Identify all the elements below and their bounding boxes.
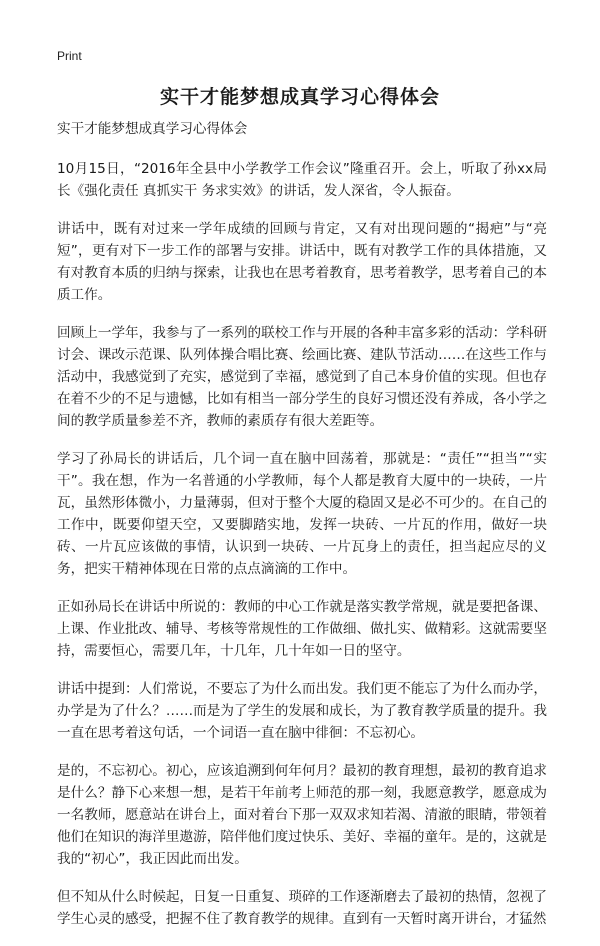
paragraph: 但不知从什么时候起，日复一日重复、琐碎的工作逐渐磨去了最初的热情，忽视了学生心灵的感受，把握不住了教育教学的规律。直到有一天暂时离开讲台，才猛然 — [57, 889, 547, 927]
paragraph: 正如孙局长在讲话中所说的：教师的中心工作就是落实教学常规，就是要把备课、上课、作业批改、辅导、考核等常规性的工作做细、做扎实、做精彩。这就需要坚持，需要恒心，需要几年，十几年，几十年如一日的坚守。 — [57, 599, 547, 659]
article-subtitle: 实干才能梦想成真学习心得体会 — [57, 121, 248, 137]
paragraph: 是的，不忘初心。初心，应该追溯到何年何月？最初的教育理想，最初的教育追求是什么？静下心来想一想，是若干年前考上师范的那一刻，我愿意教学，愿意成为一名教师，愿意站在讲台上，面对着台下那一双双求知若渴、清澈的眼睛，带领着他们在知识的海洋里遨游，陪伴他们度过快乐、美好、幸福的童年。是的，这就是我的“初心”，我正因此而出发。 — [57, 763, 547, 867]
paragraph: 讲话中提到：人们常说，不要忘了为什么而出发。我们更不能忘了为什么而办学，办学是为了什么？……而是为了学生的发展和成长，为了教育教学质量的提升。我一直在思考着这句话，一个词语一直在脑中徘徊：不忘初心。 — [57, 681, 547, 741]
paragraph: 学习了孙局长的讲话后，几个词一直在脑中回荡着，那就是：“责任”“担当”“实干”。我在想，作为一名普通的小学教师，每个人都是教育大厦中的一块砖，一片瓦，虽然形体微小，力量薄弱，但对于整个大厦的稳固又是必不可少的。在自己的工作中，既要仰望天空，又要脚踏实地，发挥一块砖、一片瓦的作用，做好一块砖、一片瓦应该做的事情，认识到一块砖、一片瓦身上的责任，担当起应尽的义务，把实干精神体现在日常的点点滴滴的工作中。 — [57, 451, 547, 577]
paragraph: 回顾上一学年，我参与了一系列的联校工作与开展的各种丰富多彩的活动：学科研讨会、课改示范课、队列体操合唱比赛、绘画比赛、建队节活动……在这些工作与活动中，我感觉到了充实，感觉到了幸福，感觉到了自己本身价值的实现。但也存在着不少的不足与遗憾，比如有相当一部分学生的良好习惯还没有养成，各小学之间的教学质量参差不齐，教师的素质存有很大差距等。 — [57, 325, 547, 429]
print-link[interactable]: Print — [57, 49, 82, 63]
page-title: 实干才能梦想成真学习心得体会 — [159, 86, 440, 108]
paragraph: 讲话中，既有对过来一学年成绩的回顾与肯定，又有对出现问题的“揭疤”与“亮短”，更有对下一步工作的部署与安排。讲话中，既有对教学工作的具体措施，又有对教育本质的归纳与探索，让我也在思考着教育，思考着教学，思考着自己的本质工作。 — [57, 221, 547, 303]
paragraph: 10月15日，“2016年全县中小学教学工作会议”隆重召开。会上，听取了孙xx局长《强化责任 真抓实干 务求实效》的讲话，发人深省，令人振奋。 — [57, 161, 547, 199]
article-body — [57, 118, 547, 946]
